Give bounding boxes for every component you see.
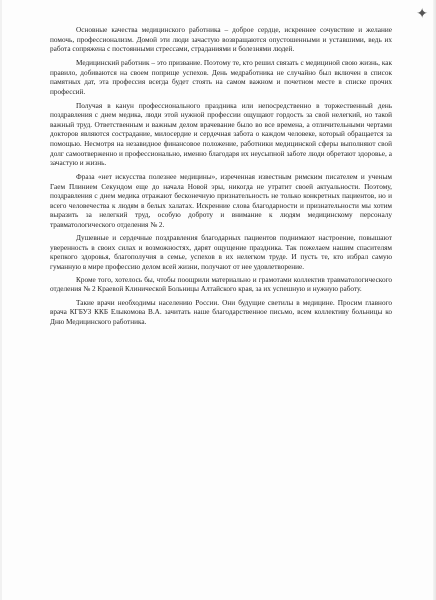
paragraph-greetings: Душевные и сердечные поздравления благодарных пациентов поднимают настроение, повышают уверенность в своих силах и возможностях, дарят ощущение праздника. Так пожелаем нашим спасителям крепкого здоровья, благополучия в семье, успехов в их нелегком труде. И пусть те, кто избрал самую гуманную в мире профессию делом всей жизни, получают от нее удовлетворение. xyxy=(50,234,392,271)
paragraph-encouragement: Кроме того, хотелось бы, чтобы поощрили материально и грамотами коллектив травматологического отделения № 2 Краевой Клинической Больницы Алтайского края, за их успешную и нужную работу. xyxy=(50,275,392,294)
paragraph-calling: Медицинский работник – это призвание. Поэтому те, кто решил связать с медициной свою жизнь, как правило, добиваются на своем поприще успехов. День медработника не случайно был включен в список памятных дат, эта профессия всегда будет стоять на самом важном и почетном месте в списке прочих профессий. xyxy=(50,59,392,96)
paragraph-holiday: Получая в канун профессионального праздника или непосредственно в торжественный день поздравления с днем медика, люди этой нужной профессии ощущают гордость за свой нелегкий, но такой важный труд. Ответственным и важным делом врачевание было во все времена, а отличительными чертами докторов являются сострадание, милосердие и сердечная забота о каждом человеке, который обращается за помощью. Несмотря на незавидное финансовое положение, работники медицинской сферы выполняют свой долг самоотверженно и профессионально, именно благодаря их неусыпной заботе люди обретают здоровье, а зачастую и жизнь. xyxy=(50,101,392,168)
paragraph-qualities: Основные качества медицинского работника – доброе сердце, искреннее сочувствие и желание помочь, профессионализм. Домой эти люди зачастую возвращаются опустошенными и уставшими, ведь их работа сопряжена с постоянными стрессами, страданиями и болезнями людей. xyxy=(50,26,392,54)
scan-edge-left xyxy=(0,0,2,600)
letter-body xyxy=(50,26,392,331)
corner-mark-icon: ✦ xyxy=(416,6,428,22)
paragraph-request: Такие врачи необходимы населению России. Они будущие светилы в медицине. Просим главного врача КГБУЗ ККБ Елыкомова В.А. зачитать наше благодарственное письмо, всем коллективу больницы ко Дню Медицинского работника. xyxy=(50,298,392,326)
paragraph-pliny-quote: Фраза «нет искусства полезнее медицины», изреченная известным римским писателем и ученым Гаем Плинием Секундом еще до начала Новой эры, никогда не утратит своей актуальности. Поэтому, поздравления с днем медика отражают бесконечную признательность не только конкретных пациентов, но и всего человечества к людям в белых халатах. Искренние слова благодарности и признательности мы хотим выразить за нелегкий труд, особую доброту и внимание к людям медицинскому персоналу травматологического отделения № 2. xyxy=(50,173,392,229)
